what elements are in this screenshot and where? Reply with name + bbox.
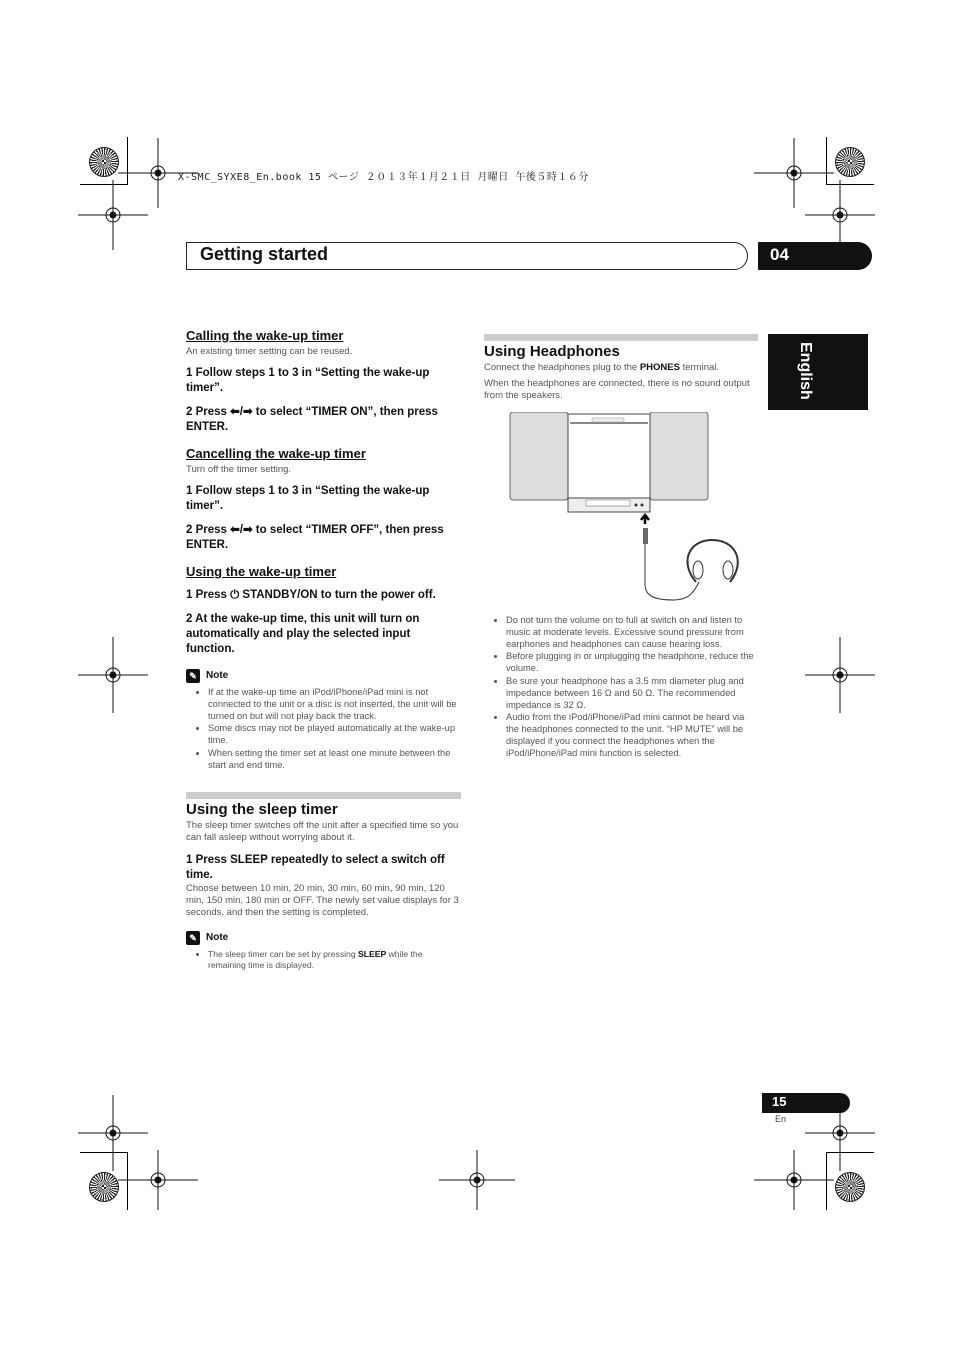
section-heading: Using Headphones (484, 343, 620, 360)
list-item: • Some discs may not be played automatically at the wake-up time. (208, 723, 461, 747)
list-item: • Audio from the iPod/iPhone/iPad mini cannot be heard via the headphones connected to the unit. “HP MUTE” will be displayed if you connect the headphones when the iPod/iPhone/iPad mini function is selected. (506, 712, 758, 759)
section-rule (484, 334, 758, 341)
section-heading: Using the wake-up timer (186, 564, 337, 579)
step-text: 1 Follow steps 1 to 3 in “Setting the wake-up timer”. (186, 485, 430, 512)
left-column (186, 330, 461, 973)
print-header-line: X-SMC_SYXE8_En.book 15 ページ ２０１３年１月２１日 月曜日 午後５時１６分 (178, 172, 589, 183)
section-description: When the headphones are connected, there is no sound output from the speakers. (484, 378, 750, 401)
warning-list (484, 615, 758, 760)
section-heading: Calling the wake-up timer (186, 328, 344, 343)
language-tab (768, 334, 868, 410)
note-header (186, 669, 461, 683)
list-item: • When setting the timer set at least one minute between the start and end time. (208, 748, 461, 772)
section-description: Connect the headphones plug to the PHONES terminal. (484, 362, 720, 373)
section-heading: Using the sleep timer (186, 800, 338, 818)
section-description: An existing timer setting can be reused. (186, 346, 353, 357)
page-title: Getting started (200, 244, 329, 264)
step-text: 2 At the wake-up time, this unit will turn on automatically and play the selected input function. (186, 613, 420, 655)
language-tab-label: English (797, 342, 814, 400)
section-heading: Cancelling the wake-up timer (186, 446, 366, 461)
list-item: • Before plugging in or unplugging the headphone, reduce the volume. (506, 651, 758, 675)
note-label: Note (206, 670, 229, 681)
section-description: The sleep timer switches off the unit after a specified time so you can fall asleep without worrying about it. (186, 819, 459, 843)
section-description: Turn off the timer setting. (186, 464, 292, 475)
step-text: 1 Follow steps 1 to 3 in “Setting the wake-up timer”. (186, 367, 430, 394)
page-number: 15 (762, 1093, 850, 1113)
step-text: 2 Press ⬅/➡ to select “TIMER OFF”, then press ENTER. (186, 524, 444, 551)
note-label: Note (206, 931, 229, 943)
step-text: 1 Press SLEEP repeatedly to select a switch off time. (186, 853, 445, 881)
step-description: Choose between 10 min, 20 min, 30 min, 60 min, 90 min, 120 min, 150 min, 180 min or OFF. The newly set value displays for 3 seconds, and then the setting is completed. (186, 882, 459, 918)
section-rule (186, 792, 461, 799)
page-language: En (775, 1114, 787, 1124)
note-list (186, 949, 461, 973)
headphone-connection-illustration (484, 412, 758, 607)
right-column (484, 334, 758, 761)
step-text: 1 Press ⏻ STANDBY/ON to turn the power off. (186, 589, 436, 601)
note-pencil-icon: ✎ (186, 931, 200, 945)
step-text: 2 Press ⬅/➡ to select “TIMER ON”, then press ENTER. (186, 406, 438, 433)
note-pencil-icon: ✎ (186, 669, 200, 683)
list-item: • If at the wake-up time an iPod/iPhone/iPad mini is not connected to the unit or a disc is not inserted, the unit will be turned on but will not play back the track. (208, 687, 461, 722)
list-item: • The sleep timer can be set by pressing SLEEP while the remaining time is displayed. (208, 949, 461, 973)
note-list (186, 687, 461, 772)
chapter-number: 04 (758, 242, 872, 270)
list-item: • Be sure your headphone has a 3.5 mm diameter plug and impedance between 16 Ω and 50 Ω. The recommended impedance is 32 Ω. (506, 676, 758, 711)
list-item: • Do not turn the volume on to full at switch on and listen to music at moderate levels. Excessive sound pressure from earphones and headphones can cause hearing loss. (506, 615, 758, 650)
note-header (186, 931, 461, 945)
